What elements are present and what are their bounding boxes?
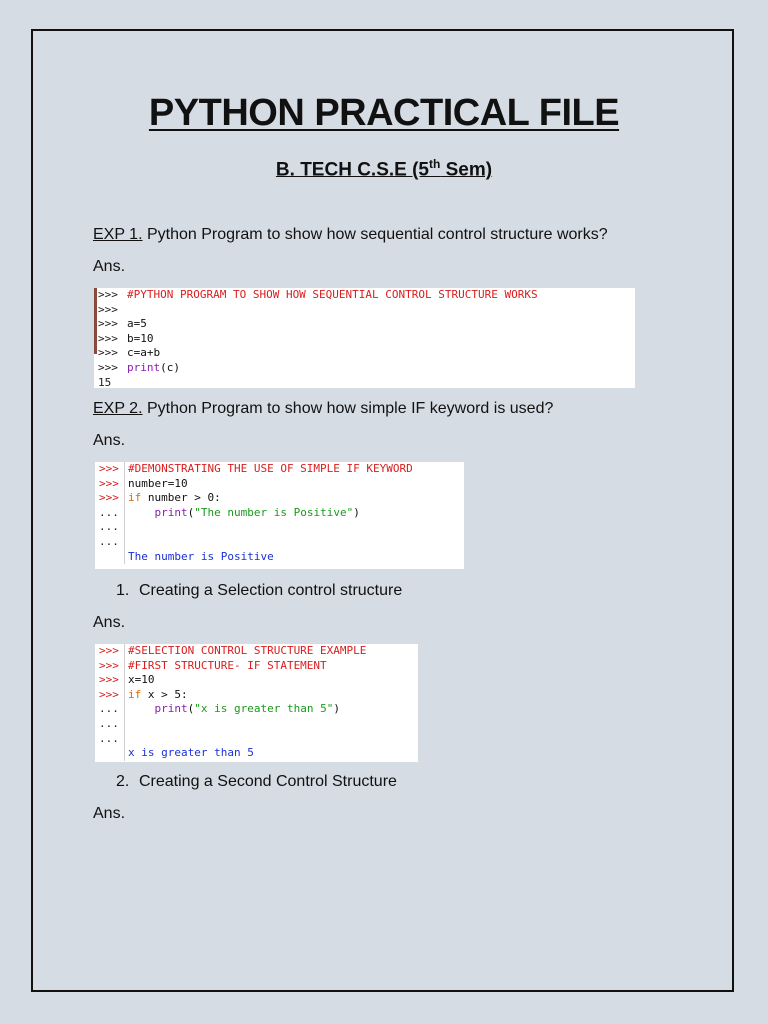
code-line bbox=[95, 673, 418, 688]
exp2-code-screenshot bbox=[95, 462, 464, 569]
code-line bbox=[94, 361, 635, 376]
code-line bbox=[95, 520, 464, 535]
code-text: b=10 bbox=[127, 331, 154, 345]
list-item-1 bbox=[116, 582, 402, 600]
code-text: number=10 bbox=[128, 476, 188, 490]
code-line bbox=[94, 317, 635, 332]
item2-ans: Ans. bbox=[93, 805, 126, 822]
code-prompt: >>> bbox=[95, 659, 125, 674]
code-line bbox=[95, 702, 418, 717]
code-text: ( bbox=[187, 702, 195, 716]
code-prompt: >>> bbox=[98, 317, 118, 331]
code-prompt: >>> bbox=[98, 331, 118, 345]
code-output-text: x is greater than 5 bbox=[128, 746, 254, 760]
subtitle-main: B. TECH C.S.E (5 bbox=[275, 159, 429, 181]
code-prompt: >>> bbox=[98, 302, 118, 316]
code-prompt: ... bbox=[95, 702, 125, 717]
item1-ans: Ans. bbox=[93, 614, 126, 631]
exp2-text: Python Program to show how simple IF keyword is used? bbox=[142, 400, 554, 417]
exp2-label: EXP 2. bbox=[93, 400, 143, 417]
code-keyword: print bbox=[154, 702, 188, 716]
item1-code-screenshot bbox=[95, 644, 418, 762]
code-comment: #DEMONSTRATING THE USE OF SIMPLE IF KEYWORD bbox=[128, 462, 413, 475]
code-text: x=10 bbox=[128, 673, 155, 687]
code-string: "The number is Positive" bbox=[194, 505, 354, 519]
list-number: 1. bbox=[116, 582, 130, 599]
code-comment: #PYTHON PROGRAM TO SHOW HOW SEQUENTIAL CONTROL STRUCTURE WORKS bbox=[127, 288, 538, 301]
exp2-ans: Ans. bbox=[93, 432, 126, 449]
code-line bbox=[95, 506, 464, 521]
exp1-code-screenshot bbox=[94, 288, 635, 388]
code-line bbox=[95, 717, 418, 732]
code-comment: #FIRST STRUCTURE- IF STATEMENT bbox=[128, 658, 327, 672]
code-keyword: if bbox=[128, 491, 142, 505]
page-subtitle bbox=[0, 157, 768, 181]
code-text: ) bbox=[353, 505, 360, 519]
code-prompt: >>> bbox=[95, 673, 125, 688]
code-line bbox=[95, 659, 418, 674]
code-prompt: >>> bbox=[95, 477, 125, 492]
exp1-margin-bar bbox=[94, 288, 97, 354]
code-keyword: print bbox=[154, 505, 188, 519]
subtitle-tail: Sem) bbox=[440, 159, 493, 181]
subtitle-sup: th bbox=[429, 157, 441, 171]
code-output bbox=[94, 376, 635, 388]
exp1-label: EXP 1. bbox=[93, 226, 143, 243]
code-prompt: ... bbox=[95, 535, 125, 550]
code-prompt: >>> bbox=[95, 462, 125, 477]
code-prompt: >>> bbox=[98, 288, 118, 301]
code-line bbox=[95, 491, 464, 506]
list-number: 2. bbox=[116, 773, 130, 790]
code-prompt: >>> bbox=[98, 360, 118, 374]
code-prompt: ... bbox=[95, 506, 125, 521]
code-line bbox=[95, 732, 418, 747]
code-prompt: >>> bbox=[95, 688, 125, 703]
code-keyword: if bbox=[128, 687, 142, 701]
list-item-2 bbox=[116, 773, 397, 791]
code-prompt: >>> bbox=[95, 491, 125, 506]
code-line bbox=[94, 346, 635, 361]
code-line bbox=[95, 477, 464, 492]
code-text: x > 5: bbox=[141, 687, 188, 701]
code-output-text: 15 bbox=[98, 375, 112, 388]
code-output bbox=[95, 550, 464, 565]
code-line bbox=[95, 462, 464, 477]
code-output-text: The number is Positive bbox=[128, 549, 274, 563]
code-line bbox=[95, 644, 418, 659]
code-comment: #SELECTION CONTROL STRUCTURE EXAMPLE bbox=[128, 644, 367, 657]
code-line bbox=[94, 303, 635, 318]
code-text: ) bbox=[333, 702, 340, 716]
code-line bbox=[95, 535, 464, 550]
exp1-question bbox=[93, 226, 608, 244]
code-output bbox=[95, 746, 418, 761]
code-text: (c) bbox=[160, 360, 180, 374]
code-line bbox=[94, 288, 635, 303]
exp1-ans: Ans. bbox=[93, 258, 126, 275]
code-prompt: ... bbox=[95, 520, 125, 535]
code-text: c=a+b bbox=[127, 346, 161, 360]
code-prompt: >>> bbox=[98, 346, 118, 360]
code-text: a=5 bbox=[127, 317, 147, 331]
exp2-question bbox=[93, 400, 553, 418]
code-keyword: print bbox=[127, 360, 161, 374]
code-line bbox=[94, 332, 635, 347]
code-prompt: ... bbox=[95, 732, 125, 747]
code-text: number > 0: bbox=[141, 491, 221, 505]
list-text: Creating a Selection control structure bbox=[139, 582, 403, 599]
code-prompt: ... bbox=[95, 717, 125, 732]
code-prompt: >>> bbox=[95, 644, 125, 659]
code-text: ( bbox=[187, 505, 195, 519]
list-text: Creating a Second Control Structure bbox=[139, 773, 397, 790]
code-string: "x is greater than 5" bbox=[194, 702, 334, 716]
exp1-text: Python Program to show how sequential control structure works? bbox=[142, 226, 608, 243]
page-title: PYTHON PRACTICAL FILE bbox=[148, 92, 620, 134]
code-line bbox=[95, 688, 418, 703]
